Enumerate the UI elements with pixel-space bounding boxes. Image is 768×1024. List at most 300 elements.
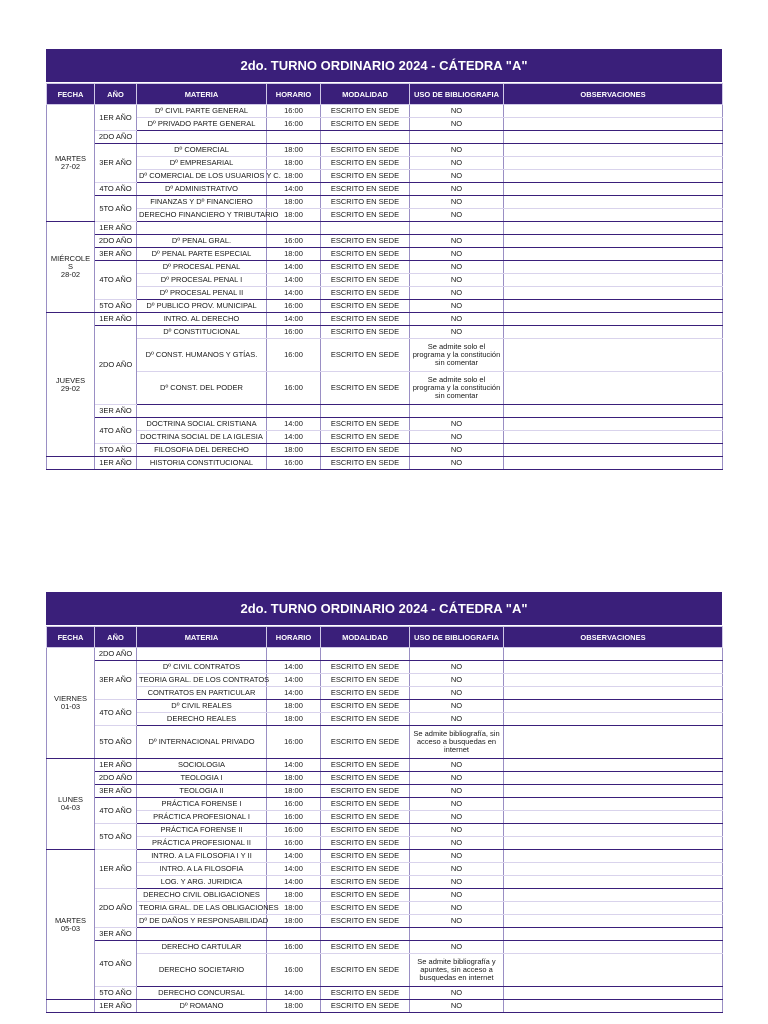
table-row (47, 300, 723, 313)
modalidad-cell: ESCRITO EN SEDE (321, 431, 410, 444)
horario-cell: 14:00 (267, 313, 321, 326)
materia-cell (137, 648, 267, 661)
observaciones-cell (504, 785, 723, 798)
table-row (47, 222, 723, 235)
materia-cell (137, 131, 267, 144)
materia-cell: SOCIOLOGIA (137, 759, 267, 772)
bibliografia-cell: NO (410, 444, 504, 457)
horario-cell: 14:00 (267, 183, 321, 196)
materia-cell: TEOLOGIA II (137, 785, 267, 798)
table-row (47, 674, 723, 687)
observaciones-cell (504, 326, 723, 339)
horario-cell (267, 222, 321, 235)
anio-cell: 1ER AÑO (95, 759, 137, 772)
observaciones-cell (504, 713, 723, 726)
observaciones-cell (504, 144, 723, 157)
horario-cell: 16:00 (267, 954, 321, 987)
bibliografia-cell: NO (410, 300, 504, 313)
materia-cell: DERECHO CARTULAR (137, 941, 267, 954)
horario-cell: 16:00 (267, 118, 321, 131)
observaciones-cell (504, 105, 723, 118)
bibliografia-cell (410, 648, 504, 661)
bibliografia-cell: NO (410, 457, 504, 470)
anio-cell: 4TO AÑO (95, 261, 137, 300)
horario-cell: 18:00 (267, 889, 321, 902)
observaciones-cell (504, 339, 723, 372)
table-row (47, 418, 723, 431)
observaciones-cell (504, 418, 723, 431)
observaciones-cell (504, 1000, 723, 1013)
bibliografia-cell: Se admite solo el programa y la constitución sin comentar (410, 339, 504, 372)
materia-cell: Dº ADMINISTRATIVO (137, 183, 267, 196)
materia-cell: INTRO. A LA FILOSOFIA (137, 863, 267, 876)
bibliografia-cell: NO (410, 824, 504, 837)
horario-cell: 18:00 (267, 170, 321, 183)
header-horario: HORARIO (267, 627, 321, 648)
header-uso-bibliografia: USO DE BIBLIOGRAFIA (410, 84, 504, 105)
bibliografia-cell: NO (410, 274, 504, 287)
materia-cell: Dº CIVIL REALES (137, 700, 267, 713)
horario-cell: 14:00 (267, 876, 321, 889)
table-row (47, 183, 723, 196)
observaciones-cell (504, 648, 723, 661)
materia-cell: DOCTRINA SOCIAL DE LA IGLESIA (137, 431, 267, 444)
observaciones-cell (504, 772, 723, 785)
header-modalidad: MODALIDAD (321, 84, 410, 105)
bibliografia-cell: NO (410, 772, 504, 785)
modalidad-cell: ESCRITO EN SEDE (321, 248, 410, 261)
materia-cell: Dº ROMANO (137, 1000, 267, 1013)
observaciones-cell (504, 287, 723, 300)
bibliografia-cell: NO (410, 915, 504, 928)
horario-cell: 14:00 (267, 261, 321, 274)
horario-cell: 14:00 (267, 674, 321, 687)
modalidad-cell: ESCRITO EN SEDE (321, 863, 410, 876)
table-row (47, 405, 723, 418)
anio-cell: 1ER AÑO (95, 1000, 137, 1013)
modalidad-cell: ESCRITO EN SEDE (321, 300, 410, 313)
materia-cell: Dº CIVIL PARTE GENERAL (137, 105, 267, 118)
observaciones-cell (504, 726, 723, 759)
materia-cell: INTRO. AL DERECHO (137, 313, 267, 326)
horario-cell (267, 928, 321, 941)
observaciones-cell (504, 661, 723, 674)
bibliografia-cell: NO (410, 196, 504, 209)
modalidad-cell: ESCRITO EN SEDE (321, 1000, 410, 1013)
bibliografia-cell: NO (410, 713, 504, 726)
materia-cell: Dº PROCESAL PENAL II (137, 287, 267, 300)
modalidad-cell: ESCRITO EN SEDE (321, 209, 410, 222)
bibliografia-cell: NO (410, 889, 504, 902)
modalidad-cell: ESCRITO EN SEDE (321, 824, 410, 837)
sheet-title: 2do. TURNO ORDINARIO 2024 - CÁTEDRA "A" (46, 592, 722, 626)
modalidad-cell: ESCRITO EN SEDE (321, 726, 410, 759)
fecha-cell: MIÉRCOLE S 28-02 (47, 222, 95, 313)
modalidad-cell: ESCRITO EN SEDE (321, 118, 410, 131)
table-row (47, 700, 723, 713)
bibliografia-cell (410, 405, 504, 418)
modalidad-cell: ESCRITO EN SEDE (321, 444, 410, 457)
materia-cell: Dº PENAL GRAL. (137, 235, 267, 248)
anio-cell: 4TO AÑO (95, 418, 137, 444)
materia-cell: Dº EMPRESARIAL (137, 157, 267, 170)
horario-cell: 14:00 (267, 274, 321, 287)
materia-cell: DOCTRINA SOCIAL CRISTIANA (137, 418, 267, 431)
table-row (47, 196, 723, 209)
horario-cell: 16:00 (267, 811, 321, 824)
modalidad-cell: ESCRITO EN SEDE (321, 713, 410, 726)
header-modalidad: MODALIDAD (321, 627, 410, 648)
table-row (47, 941, 723, 954)
table-row (47, 372, 723, 405)
modalidad-cell: ESCRITO EN SEDE (321, 261, 410, 274)
materia-cell: INTRO. A LA FILOSOFIA I Y II (137, 850, 267, 863)
horario-cell: 18:00 (267, 700, 321, 713)
modalidad-cell: ESCRITO EN SEDE (321, 700, 410, 713)
bibliografia-cell: NO (410, 1000, 504, 1013)
materia-cell: DERECHO FINANCIERO Y TRIBUTARIO (137, 209, 267, 222)
anio-cell: 4TO AÑO (95, 798, 137, 824)
table-row (47, 339, 723, 372)
table-row (47, 785, 723, 798)
observaciones-cell (504, 889, 723, 902)
materia-cell: Dº PENAL PARTE ESPECIAL (137, 248, 267, 261)
modalidad-cell: ESCRITO EN SEDE (321, 954, 410, 987)
observaciones-cell (504, 444, 723, 457)
modalidad-cell: ESCRITO EN SEDE (321, 941, 410, 954)
observaciones-cell (504, 837, 723, 850)
fecha-cell: VIERNES 01-03 (47, 648, 95, 759)
horario-cell: 14:00 (267, 759, 321, 772)
observaciones-cell (504, 674, 723, 687)
materia-cell: FINANZAS Y Dº FINANCIERO (137, 196, 267, 209)
anio-cell: 3ER AÑO (95, 405, 137, 418)
table-row (47, 326, 723, 339)
table-row (47, 837, 723, 850)
bibliografia-cell: NO (410, 850, 504, 863)
table-row (47, 726, 723, 759)
anio-cell: 5TO AÑO (95, 196, 137, 222)
observaciones-cell (504, 131, 723, 144)
horario-cell: 14:00 (267, 987, 321, 1000)
horario-cell: 14:00 (267, 687, 321, 700)
modalidad-cell: ESCRITO EN SEDE (321, 157, 410, 170)
horario-cell: 16:00 (267, 798, 321, 811)
modalidad-cell: ESCRITO EN SEDE (321, 837, 410, 850)
modalidad-cell: ESCRITO EN SEDE (321, 889, 410, 902)
horario-cell: 14:00 (267, 850, 321, 863)
horario-cell (267, 405, 321, 418)
header-observaciones: OBSERVACIONES (504, 84, 723, 105)
observaciones-cell (504, 248, 723, 261)
materia-cell: Dº COMERCIAL (137, 144, 267, 157)
schedule-sheet-1 (46, 49, 722, 490)
bibliografia-cell: NO (410, 661, 504, 674)
table-row (47, 902, 723, 915)
bibliografia-cell: NO (410, 157, 504, 170)
materia-cell: TEOLOGIA I (137, 772, 267, 785)
bibliografia-cell: NO (410, 313, 504, 326)
observaciones-cell (504, 457, 723, 470)
header-anio: AÑO (95, 84, 137, 105)
table-row (47, 131, 723, 144)
bibliografia-cell: NO (410, 700, 504, 713)
anio-cell: 2DO AÑO (95, 889, 137, 928)
materia-cell: Dº CONST. HUMANOS Y GTÍAS. (137, 339, 267, 372)
observaciones-cell (504, 902, 723, 915)
table-row (47, 118, 723, 131)
horario-cell (267, 131, 321, 144)
horario-cell: 18:00 (267, 713, 321, 726)
anio-cell: 2DO AÑO (95, 235, 137, 248)
bibliografia-cell: NO (410, 811, 504, 824)
materia-cell (137, 928, 267, 941)
anio-cell: 3ER AÑO (95, 785, 137, 798)
observaciones-cell (504, 915, 723, 928)
modalidad-cell: ESCRITO EN SEDE (321, 196, 410, 209)
materia-cell: FILOSOFIA DEL DERECHO (137, 444, 267, 457)
header-uso-bibliografia: USO DE BIBLIOGRAFIA (410, 627, 504, 648)
table-row (47, 687, 723, 700)
observaciones-cell (504, 863, 723, 876)
observaciones-cell (504, 372, 723, 405)
anio-cell: 1ER AÑO (95, 105, 137, 131)
header-horario: HORARIO (267, 84, 321, 105)
horario-cell: 16:00 (267, 837, 321, 850)
fecha-cell (47, 457, 95, 470)
bibliografia-cell: NO (410, 987, 504, 1000)
header-row (47, 84, 723, 105)
modalidad-cell: ESCRITO EN SEDE (321, 183, 410, 196)
bibliografia-cell (410, 222, 504, 235)
horario-cell: 18:00 (267, 902, 321, 915)
modalidad-cell: ESCRITO EN SEDE (321, 915, 410, 928)
horario-cell: 16:00 (267, 941, 321, 954)
horario-cell: 18:00 (267, 785, 321, 798)
table-row (47, 431, 723, 444)
materia-cell: Dº CONSTITUCIONAL (137, 326, 267, 339)
anio-cell: 3ER AÑO (95, 248, 137, 261)
observaciones-cell (504, 222, 723, 235)
bibliografia-cell: NO (410, 105, 504, 118)
materia-cell (137, 405, 267, 418)
bibliografia-cell: NO (410, 287, 504, 300)
bibliografia-cell: Se admite solo el programa y la constitución sin comentar (410, 372, 504, 405)
header-materia: MATERIA (137, 627, 267, 648)
table-row (47, 889, 723, 902)
anio-cell: 5TO AÑO (95, 824, 137, 850)
fecha-cell: JUEVES 29-02 (47, 313, 95, 457)
anio-cell: 1ER AÑO (95, 457, 137, 470)
fecha-cell: LUNES 04-03 (47, 759, 95, 850)
modalidad-cell: ESCRITO EN SEDE (321, 170, 410, 183)
anio-cell: 2DO AÑO (95, 648, 137, 661)
table-row (47, 772, 723, 785)
observaciones-cell (504, 196, 723, 209)
modalidad-cell: ESCRITO EN SEDE (321, 144, 410, 157)
materia-cell: Dº CONST. DEL PODER (137, 372, 267, 405)
bibliografia-cell: NO (410, 863, 504, 876)
materia-cell: Dº DE DAÑOS Y RESPONSABILIDAD (137, 915, 267, 928)
materia-cell: Dº PROCESAL PENAL I (137, 274, 267, 287)
horario-cell: 16:00 (267, 457, 321, 470)
observaciones-cell (504, 209, 723, 222)
table-row (47, 759, 723, 772)
materia-cell: Dº PROCESAL PENAL (137, 261, 267, 274)
horario-cell: 18:00 (267, 144, 321, 157)
observaciones-cell (504, 811, 723, 824)
horario-cell: 16:00 (267, 726, 321, 759)
modalidad-cell: ESCRITO EN SEDE (321, 772, 410, 785)
bibliografia-cell: NO (410, 144, 504, 157)
modalidad-cell (321, 648, 410, 661)
materia-cell: PRÁCTICA PROFESIONAL II (137, 837, 267, 850)
horario-cell: 18:00 (267, 196, 321, 209)
bibliografia-cell: NO (410, 798, 504, 811)
modalidad-cell: ESCRITO EN SEDE (321, 687, 410, 700)
table-row (47, 863, 723, 876)
observaciones-cell (504, 759, 723, 772)
table-row (47, 954, 723, 987)
schedule-sheet-2 (46, 592, 722, 1024)
table-row (47, 457, 723, 470)
observaciones-cell (504, 798, 723, 811)
observaciones-cell (504, 987, 723, 1000)
table-row (47, 235, 723, 248)
bibliografia-cell: NO (410, 183, 504, 196)
horario-cell: 16:00 (267, 235, 321, 248)
horario-cell: 18:00 (267, 1000, 321, 1013)
anio-cell: 5TO AÑO (95, 444, 137, 457)
modalidad-cell: ESCRITO EN SEDE (321, 235, 410, 248)
table-row (47, 798, 723, 811)
materia-cell: Dº INTERNACIONAL PRIVADO (137, 726, 267, 759)
table-row (47, 209, 723, 222)
observaciones-cell (504, 850, 723, 863)
bibliografia-cell: NO (410, 261, 504, 274)
fecha-cell (47, 1000, 95, 1013)
bibliografia-cell: NO (410, 235, 504, 248)
anio-cell: 2DO AÑO (95, 326, 137, 405)
horario-cell: 18:00 (267, 444, 321, 457)
bibliografia-cell: NO (410, 118, 504, 131)
bibliografia-cell: NO (410, 941, 504, 954)
modalidad-cell: ESCRITO EN SEDE (321, 902, 410, 915)
bibliografia-cell: NO (410, 674, 504, 687)
horario-cell: 14:00 (267, 418, 321, 431)
materia-cell: PRÁCTICA PROFESIONAL I (137, 811, 267, 824)
modalidad-cell (321, 131, 410, 144)
table-row (47, 713, 723, 726)
horario-cell: 14:00 (267, 287, 321, 300)
modalidad-cell: ESCRITO EN SEDE (321, 457, 410, 470)
bibliografia-cell (410, 928, 504, 941)
materia-cell: Dº PUBLICO PROV. MUNICIPAL (137, 300, 267, 313)
table-row (47, 987, 723, 1000)
bibliografia-cell: NO (410, 170, 504, 183)
modalidad-cell (321, 928, 410, 941)
modalidad-cell: ESCRITO EN SEDE (321, 418, 410, 431)
anio-cell: 3ER AÑO (95, 144, 137, 183)
horario-cell: 14:00 (267, 661, 321, 674)
table-row (47, 915, 723, 928)
materia-cell: DERECHO REALES (137, 713, 267, 726)
materia-cell: PRÁCTICA FORENSE I (137, 798, 267, 811)
horario-cell: 16:00 (267, 105, 321, 118)
anio-cell: 4TO AÑO (95, 941, 137, 987)
bibliografia-cell: NO (410, 837, 504, 850)
observaciones-cell (504, 157, 723, 170)
bibliografia-cell: NO (410, 785, 504, 798)
horario-cell: 18:00 (267, 248, 321, 261)
materia-cell: PRÁCTICA FORENSE II (137, 824, 267, 837)
modalidad-cell: ESCRITO EN SEDE (321, 105, 410, 118)
anio-cell: 1ER AÑO (95, 850, 137, 889)
modalidad-cell (321, 405, 410, 418)
table-row (47, 444, 723, 457)
bibliografia-cell: NO (410, 902, 504, 915)
bibliografia-cell: NO (410, 431, 504, 444)
header-fecha: FECHA (47, 84, 95, 105)
anio-cell: 5TO AÑO (95, 987, 137, 1000)
bibliografia-cell: NO (410, 209, 504, 222)
modalidad-cell: ESCRITO EN SEDE (321, 339, 410, 372)
anio-cell: 2DO AÑO (95, 772, 137, 785)
materia-cell: TEORIA GRAL. DE LOS CONTRATOS (137, 674, 267, 687)
header-row (47, 627, 723, 648)
bibliografia-cell: NO (410, 759, 504, 772)
anio-cell: 5TO AÑO (95, 300, 137, 313)
materia-cell: HISTORIA CONSTITUCIONAL (137, 457, 267, 470)
observaciones-cell (504, 876, 723, 889)
modalidad-cell: ESCRITO EN SEDE (321, 372, 410, 405)
horario-cell: 18:00 (267, 157, 321, 170)
modalidad-cell: ESCRITO EN SEDE (321, 850, 410, 863)
schedule-table (46, 83, 723, 470)
modalidad-cell: ESCRITO EN SEDE (321, 798, 410, 811)
modalidad-cell: ESCRITO EN SEDE (321, 759, 410, 772)
horario-cell: 16:00 (267, 824, 321, 837)
modalidad-cell: ESCRITO EN SEDE (321, 326, 410, 339)
bibliografia-cell: NO (410, 687, 504, 700)
header-observaciones: OBSERVACIONES (504, 627, 723, 648)
horario-cell: 14:00 (267, 863, 321, 876)
observaciones-cell (504, 954, 723, 987)
modalidad-cell: ESCRITO EN SEDE (321, 785, 410, 798)
observaciones-cell (504, 687, 723, 700)
table-row (47, 811, 723, 824)
observaciones-cell (504, 405, 723, 418)
observaciones-cell (504, 313, 723, 326)
observaciones-cell (504, 928, 723, 941)
anio-cell: 1ER AÑO (95, 222, 137, 235)
materia-cell: DERECHO SOCIETARIO (137, 954, 267, 987)
horario-cell: 18:00 (267, 209, 321, 222)
observaciones-cell (504, 300, 723, 313)
modalidad-cell: ESCRITO EN SEDE (321, 674, 410, 687)
materia-cell: Dº COMERCIAL DE LOS USUARIOS Y C. (137, 170, 267, 183)
table-row (47, 850, 723, 863)
sheet-title: 2do. TURNO ORDINARIO 2024 - CÁTEDRA "A" (46, 49, 722, 83)
table-row (47, 274, 723, 287)
observaciones-cell (504, 170, 723, 183)
horario-cell: 16:00 (267, 339, 321, 372)
bibliografia-cell: NO (410, 326, 504, 339)
bibliografia-cell: Se admite bibliografía, sin acceso a busquedas en internet (410, 726, 504, 759)
horario-cell: 18:00 (267, 915, 321, 928)
fecha-cell: MARTES 27-02 (47, 105, 95, 222)
schedule-table (46, 626, 723, 1013)
